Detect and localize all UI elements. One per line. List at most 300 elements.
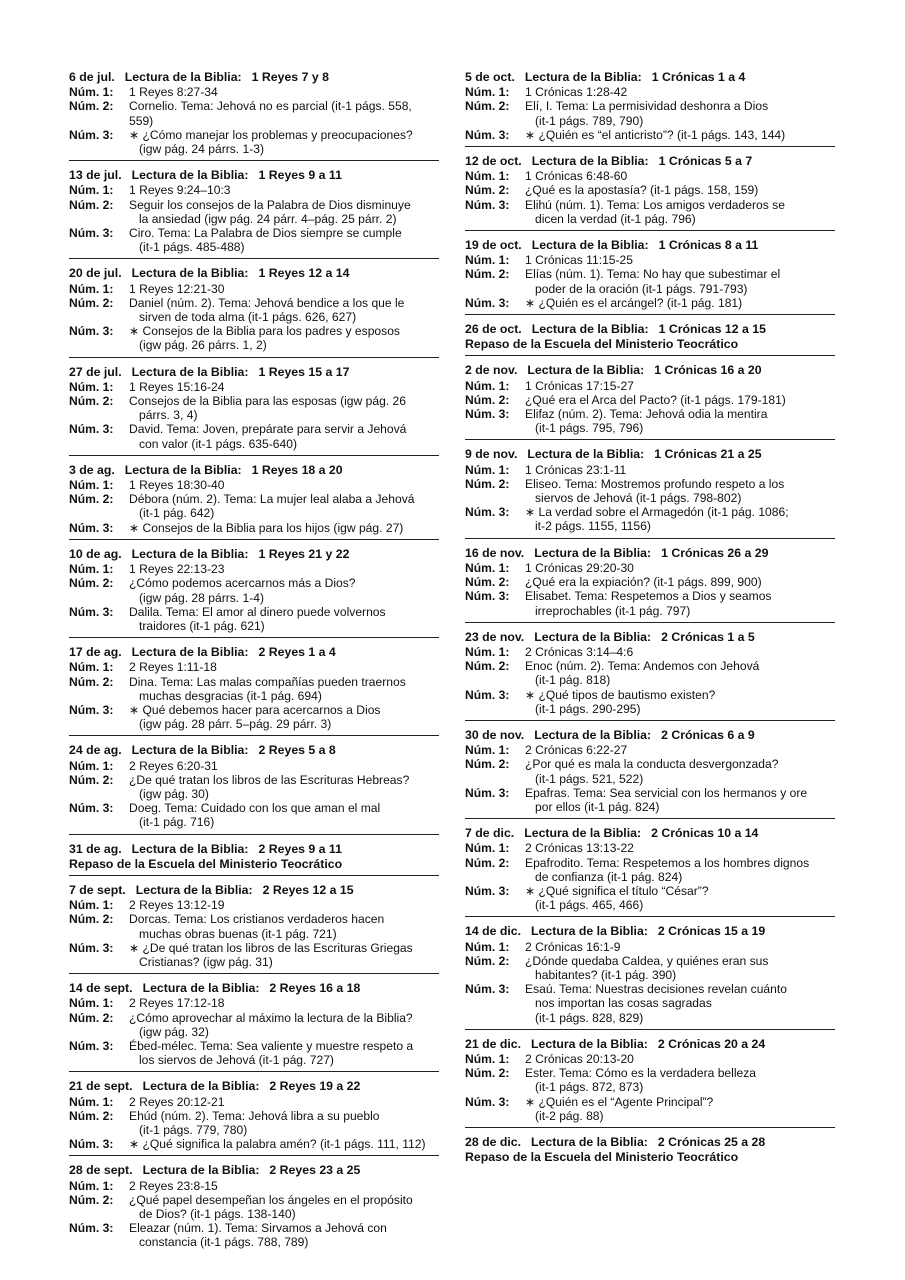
- assignment-line: ¿Cómo aprovechar al máximo la lectura de la Biblia?: [129, 1010, 413, 1025]
- assignment-line: Dalila. Tema: El amor al dinero puede volvernos: [129, 604, 386, 619]
- week-block: [465, 728, 835, 819]
- assignment-label: Núm. 2:: [69, 772, 114, 787]
- assignment-row: [69, 198, 439, 226]
- assignment-line: Doeg. Tema: Cuidado con los que aman el mal: [129, 801, 381, 816]
- assignment-label: Núm. 3:: [69, 1221, 114, 1236]
- assignment-line: poder de la oración (it-1 págs. 791-793): [535, 281, 748, 296]
- assignment-row: [69, 1011, 439, 1039]
- assignment-content: [129, 675, 439, 703]
- week-date: 5 de oct.: [465, 70, 515, 84]
- assignment-line: traidores (it-1 pág. 621): [139, 618, 265, 633]
- assignment-label: Núm. 3:: [69, 324, 114, 339]
- assignment-content: [129, 282, 439, 296]
- week-date: 12 de oct.: [465, 154, 522, 169]
- reading-range: 1 Reyes 9 a 11: [258, 168, 342, 183]
- assignment-line: 1 Crónicas 17:15-27: [525, 378, 634, 393]
- week-block: [465, 1135, 835, 1168]
- assignment-content: [129, 1011, 439, 1039]
- assignment-row: [69, 226, 439, 254]
- assignment-line: Consejos de la Biblia para las esposas (igw pág. 26: [129, 394, 406, 409]
- assignment-row: [69, 282, 439, 296]
- assignment-row: [69, 1039, 439, 1067]
- reading-range: 2 Crónicas 25 a 28: [657, 1135, 766, 1149]
- week-header: [465, 322, 835, 336]
- reading-label: Lectura de la Biblia:: [124, 70, 242, 84]
- week-header: [69, 1163, 439, 1177]
- week-block: [69, 981, 439, 1072]
- week-block: [69, 168, 439, 259]
- reading-label: Lectura de la Biblia:: [142, 1163, 260, 1178]
- assignment-content: [525, 561, 835, 575]
- assignment-content: [525, 884, 835, 912]
- week-date: 30 de nov.: [465, 727, 525, 742]
- assignment-line: (it-1 págs. 521, 522): [535, 771, 644, 786]
- assignment-content: [129, 759, 439, 773]
- assignment-label: Núm. 1:: [69, 898, 114, 913]
- week-header: [69, 1079, 439, 1093]
- assignment-content: [525, 183, 835, 197]
- assignment-row: [69, 422, 439, 450]
- assignment-row: [69, 703, 439, 731]
- week-block: [465, 363, 835, 440]
- assignment-line: (igw pág. 28 párrs. 1-4): [139, 590, 265, 605]
- week-date: 27 de jul.: [69, 364, 122, 379]
- assignment-row: [465, 296, 835, 310]
- assignment-line: ¿Qué papel desempeñan los ángeles en el propósito: [129, 1192, 413, 1207]
- assignment-label: Núm. 2:: [69, 674, 114, 689]
- assignment-content: [525, 645, 835, 659]
- assignment-line: 2 Reyes 20:12-21: [129, 1094, 225, 1109]
- assignment-line: Ehúd (núm. 2). Tema: Jehová libra a su pueblo: [129, 1108, 380, 1123]
- assignment-row: [465, 379, 835, 393]
- reading-label: Lectura de la Biblia:: [534, 629, 652, 644]
- assignment-row: [465, 1095, 835, 1123]
- assignment-label: Núm. 2:: [69, 394, 114, 409]
- week-date: 14 de dic.: [465, 924, 522, 939]
- assignment-content: [525, 407, 835, 435]
- assignment-content: [129, 801, 439, 829]
- assignment-label: Núm. 1:: [465, 85, 510, 100]
- assignment-content: [129, 1179, 439, 1193]
- assignment-content: [129, 128, 439, 156]
- week-header: [465, 826, 835, 840]
- assignment-line: Esaú. Tema: Nuestras decisiones revelan cuánto: [525, 982, 787, 997]
- assignment-label: Núm. 2:: [465, 267, 510, 282]
- assignment-line: ∗ ¿Qué significa el título “César”?: [525, 883, 709, 898]
- assignment-line: ¿Qué era el Arca del Pacto? (it-1 págs. 179-181): [525, 392, 786, 407]
- assignment-row: [465, 99, 835, 127]
- week-block: [465, 924, 835, 1029]
- assignment-line: ∗ ¿Quién es el arcángel? (it-1 pág. 181): [525, 295, 743, 310]
- assignment-label: Núm. 3:: [465, 505, 510, 520]
- assignment-line: 2 Reyes 23:8-15: [129, 1178, 218, 1193]
- assignment-line: (it-1 págs. 795, 796): [535, 421, 644, 436]
- week-date: 16 de nov.: [465, 545, 525, 560]
- assignment-content: [129, 1095, 439, 1109]
- assignment-label: Núm. 3:: [465, 883, 510, 898]
- left-column: [69, 70, 439, 1261]
- assignment-line: 1 Reyes 8:27-34: [129, 85, 218, 100]
- week-block: [465, 154, 835, 231]
- assignment-row: [69, 296, 439, 324]
- assignment-content: [525, 757, 835, 785]
- week-block: [69, 266, 439, 357]
- assignment-row: [69, 1137, 439, 1151]
- assignment-line: 2 Reyes 6:20-31: [129, 758, 218, 773]
- week-header: [69, 547, 439, 561]
- reading-label: Lectura de la Biblia:: [142, 981, 260, 996]
- assignment-row: [69, 521, 439, 535]
- review-subtitle: Repaso de la Escuela del Ministerio Teocrático: [465, 337, 739, 352]
- assignment-line: Dorcas. Tema: Los cristianos verdaderos hacen: [129, 912, 385, 927]
- week-header: [465, 70, 835, 84]
- week-header: [69, 645, 439, 659]
- reading-range: 1 Reyes 7 y 8: [251, 70, 329, 84]
- assignment-content: [525, 477, 835, 505]
- assignment-label: Núm. 3:: [69, 702, 114, 717]
- assignment-label: Núm. 2:: [465, 855, 510, 870]
- week-header: [69, 70, 439, 84]
- assignment-row: [69, 773, 439, 801]
- week-date: 26 de oct.: [465, 322, 522, 337]
- week-header: [69, 266, 439, 280]
- assignment-label: Núm. 3:: [69, 1038, 114, 1053]
- assignment-content: [525, 267, 835, 295]
- assignment-label: Núm. 1:: [69, 562, 114, 577]
- assignment-line: 1 Crónicas 6:48-60: [525, 169, 628, 184]
- reading-label: Lectura de la Biblia:: [135, 882, 253, 897]
- week-date: 9 de nov.: [465, 447, 518, 462]
- assignment-row: [465, 85, 835, 99]
- assignment-content: [525, 505, 835, 533]
- assignment-line: Daniel (núm. 2). Tema: Jehová bendice a los que le: [129, 295, 405, 310]
- assignment-row: [69, 324, 439, 352]
- reading-label: Lectura de la Biblia:: [531, 924, 648, 939]
- assignment-content: [129, 898, 439, 912]
- week-block: [465, 447, 835, 538]
- reading-range: 1 Crónicas 26 a 29: [661, 545, 769, 560]
- assignment-content: [129, 394, 439, 422]
- assignment-row: [69, 759, 439, 773]
- assignment-line: (it-1 págs. 789, 790): [535, 113, 644, 128]
- week-header: [465, 238, 835, 252]
- assignment-content: [525, 954, 835, 982]
- assignment-label: Núm. 2:: [465, 392, 510, 407]
- assignment-label: Núm. 3:: [465, 295, 510, 310]
- assignment-row: [465, 743, 835, 757]
- assignment-line: muchas desgracias (it-1 pág. 694): [139, 688, 322, 703]
- assignment-row: [465, 786, 835, 814]
- week-header: [465, 447, 835, 461]
- assignment-row: [69, 478, 439, 492]
- week-block: [465, 826, 835, 917]
- assignment-row: [69, 85, 439, 99]
- assignment-line: ∗ La verdad sobre el Armagedón (it-1 pág. 1086;: [525, 505, 789, 520]
- week-date: 7 de sept.: [69, 882, 126, 897]
- assignment-row: [465, 575, 835, 589]
- week-date: 23 de nov.: [465, 629, 525, 644]
- assignment-line: Débora (núm. 2). Tema: La mujer leal alaba a Jehová: [129, 492, 415, 507]
- assignment-line: ∗ ¿De qué tratan los libros de las Escrituras Griegas: [129, 940, 413, 955]
- week-header: [69, 743, 439, 757]
- assignment-line: 1 Crónicas 11:15-25: [525, 253, 634, 268]
- assignment-label: Núm. 2:: [69, 197, 114, 212]
- assignment-content: [129, 1109, 439, 1137]
- reading-label: Lectura de la Biblia:: [531, 322, 649, 337]
- assignment-row: [69, 941, 439, 969]
- assignment-label: Núm. 3:: [69, 226, 114, 241]
- reading-range: 1 Crónicas 1 a 4: [651, 70, 746, 84]
- week-block: [465, 630, 835, 721]
- reading-range: 2 Crónicas 10 a 14: [651, 826, 759, 841]
- week-header: [69, 463, 439, 477]
- reading-range: 1 Reyes 15 a 17: [258, 364, 350, 379]
- assignment-line: (igw pág. 28 párr. 5–pág. 29 párr. 3): [139, 717, 332, 732]
- assignment-row: [465, 841, 835, 855]
- week-date: 2 de nov.: [465, 363, 518, 378]
- assignment-content: [525, 85, 835, 99]
- assignment-content: [525, 99, 835, 127]
- assignment-line: Seguir los consejos de la Palabra de Dios disminuye: [129, 197, 411, 212]
- assignment-content: [129, 183, 439, 197]
- assignment-line: siervos de Jehová (it-1 págs. 798-802): [535, 491, 742, 506]
- week-date: 3 de ag.: [69, 462, 115, 477]
- assignment-content: [525, 659, 835, 687]
- assignment-line: por ellos (it-1 pág. 824): [535, 799, 660, 814]
- assignment-label: Núm. 1:: [465, 253, 510, 268]
- week-block: [69, 70, 439, 161]
- reading-label: Lectura de la Biblia:: [124, 462, 242, 477]
- assignment-line: Enoc (núm. 2). Tema: Andemos con Jehová: [525, 659, 760, 674]
- assignment-line: 1 Reyes 9:24–10:3: [129, 183, 231, 198]
- assignment-content: [129, 941, 439, 969]
- assignment-label: Núm. 2:: [465, 476, 510, 491]
- week-header: [465, 363, 835, 377]
- assignment-label: Núm. 1:: [69, 183, 114, 198]
- assignment-line: (it-1 págs. 290-295): [535, 701, 641, 716]
- assignment-row: [69, 562, 439, 576]
- assignment-line: Ciro. Tema: La Palabra de Dios siempre se cumple: [129, 226, 402, 241]
- assignment-label: Núm. 2:: [465, 99, 510, 114]
- assignment-label: Núm. 3:: [69, 422, 114, 437]
- assignment-row: [465, 463, 835, 477]
- assignment-line: 1 Crónicas 23:1-11: [525, 462, 627, 477]
- assignment-line: sirven de toda alma (it-1 págs. 626, 627): [139, 310, 357, 325]
- week-header: [465, 1037, 835, 1051]
- week-date: 21 de sept.: [69, 1079, 133, 1094]
- assignment-label: Núm. 3:: [465, 1094, 510, 1109]
- reading-range: 2 Reyes 23 a 25: [269, 1163, 361, 1178]
- week-block: [69, 645, 439, 736]
- assignment-line: párrs. 3, 4): [139, 408, 198, 423]
- assignment-label: Núm. 3:: [69, 520, 114, 535]
- week-block: [69, 463, 439, 540]
- week-block: [465, 322, 835, 356]
- reading-range: 1 Crónicas 21 a 25: [654, 447, 762, 462]
- reading-range: 2 Reyes 5 a 8: [258, 743, 336, 758]
- reading-range: 1 Reyes 21 y 22: [258, 546, 350, 561]
- assignment-row: [69, 183, 439, 197]
- assignment-line: Epafrodito. Tema: Respetemos a los hombres dignos: [525, 855, 810, 870]
- assignment-label: Núm. 2:: [69, 99, 114, 114]
- review-subtitle: Repaso de la Escuela del Ministerio Teocrático: [465, 1150, 739, 1165]
- assignment-content: [525, 841, 835, 855]
- assignment-line: ∗ ¿Quién es “el anticristo”? (it-1 págs. 143, 144): [525, 127, 786, 142]
- week-header: [465, 728, 835, 742]
- assignment-row: [465, 267, 835, 295]
- reading-range: 2 Reyes 1 a 4: [258, 645, 336, 660]
- week-header: [465, 924, 835, 938]
- assignment-line: 1 Crónicas 1:28-42: [525, 85, 628, 100]
- assignment-row: [465, 169, 835, 183]
- assignment-line: ∗ Consejos de la Biblia para los padres y esposos: [129, 324, 400, 339]
- reading-range: 2 Reyes 9 a 11: [258, 841, 342, 856]
- assignment-content: [129, 521, 439, 535]
- assignment-line: ∗ ¿Cómo manejar los problemas y preocupaciones?: [129, 127, 413, 142]
- assignment-label: Núm. 1:: [69, 1178, 114, 1193]
- assignment-row: [69, 576, 439, 604]
- assignment-label: Núm. 2:: [69, 576, 114, 591]
- assignment-line: 1 Crónicas 29:20-30: [525, 560, 634, 575]
- week-date: 28 de dic.: [465, 1135, 522, 1149]
- assignment-line: (it-1 pág. 642): [139, 506, 215, 521]
- assignment-label: Núm. 3:: [465, 982, 510, 997]
- reading-label: Lectura de la Biblia:: [531, 238, 649, 253]
- assignment-line: irreprochables (it-1 pág. 797): [535, 603, 691, 618]
- assignment-row: [465, 407, 835, 435]
- assignment-line: 1 Reyes 22:13-23: [129, 562, 225, 577]
- reading-range: 1 Crónicas 8 a 11: [658, 238, 759, 253]
- assignment-row: [465, 1052, 835, 1066]
- assignment-row: [69, 801, 439, 829]
- assignment-label: Núm. 1:: [465, 644, 510, 659]
- assignment-line: (it-1 págs. 465, 466): [535, 898, 644, 913]
- assignment-line: Eliseo. Tema: Mostremos profundo respeto a los: [525, 476, 785, 491]
- assignment-label: Núm. 3:: [465, 197, 510, 212]
- week-block: [69, 883, 439, 974]
- assignment-label: Núm. 1:: [69, 660, 114, 675]
- assignment-label: Núm. 1:: [465, 169, 510, 184]
- week-block: [69, 547, 439, 638]
- assignment-line: 2 Reyes 13:12-19: [129, 898, 225, 913]
- reading-range: 2 Reyes 12 a 15: [262, 882, 354, 897]
- week-date: 10 de ag.: [69, 546, 122, 561]
- assignment-label: Núm. 3:: [465, 407, 510, 422]
- week-block: [465, 238, 835, 315]
- assignment-row: [465, 688, 835, 716]
- week-header: [69, 168, 439, 182]
- assignment-line: Cristianas? (igw pág. 31): [139, 954, 273, 969]
- assignment-line: Cornelio. Tema: Jehová no es parcial (it-1 págs. 558, 559): [129, 99, 412, 128]
- assignment-label: Núm. 2:: [465, 1066, 510, 1081]
- assignment-row: [465, 561, 835, 575]
- assignment-row: [465, 505, 835, 533]
- reading-label: Lectura de la Biblia:: [131, 546, 249, 561]
- assignment-line: (it-1 págs. 872, 873): [535, 1080, 644, 1095]
- assignment-line: (igw pág. 32): [139, 1024, 209, 1039]
- week-block: [69, 1079, 439, 1156]
- assignment-line: constancia (it-1 págs. 788, 789): [139, 1235, 309, 1250]
- assignment-line: (it-1 págs. 485-488): [139, 240, 245, 255]
- assignment-line: ¿Qué es la apostasía? (it-1 págs. 158, 159): [525, 183, 759, 198]
- assignment-line: ¿De qué tratan los libros de las Escrituras Hebreas?: [129, 772, 410, 787]
- week-header: [465, 630, 835, 644]
- assignment-content: [129, 198, 439, 226]
- assignment-row: [69, 660, 439, 674]
- reading-range: 2 Crónicas 20 a 24: [657, 1036, 766, 1051]
- assignment-label: Núm. 2:: [69, 492, 114, 507]
- reading-label: Lectura de la Biblia:: [534, 727, 652, 742]
- assignment-row: [69, 1221, 439, 1249]
- assignment-label: Núm. 1:: [69, 758, 114, 773]
- assignment-label: Núm. 1:: [465, 462, 510, 477]
- assignment-line: 2 Crónicas 6:22-27: [525, 743, 628, 758]
- assignment-line: 2 Reyes 17:12-18: [129, 996, 225, 1011]
- assignment-row: [69, 128, 439, 156]
- assignment-line: Ester. Tema: Cómo es la verdadera belleza: [525, 1066, 757, 1081]
- week-header: [465, 154, 835, 168]
- week-block: [465, 1037, 835, 1128]
- assignment-line: (igw pág. 30): [139, 786, 209, 801]
- week-block: [69, 743, 439, 834]
- assignment-content: [525, 379, 835, 393]
- reading-range: 2 Reyes 19 a 22: [269, 1079, 361, 1094]
- assignment-line: 2 Crónicas 16:1-9: [525, 939, 621, 954]
- week-header: [69, 883, 439, 897]
- assignment-line: 1 Reyes 15:16-24: [129, 379, 225, 394]
- assignment-label: Núm. 1:: [69, 996, 114, 1011]
- assignment-line: Ébed-mélec. Tema: Sea valiente y muestre respeto a: [129, 1038, 414, 1053]
- week-block: [69, 365, 439, 456]
- assignment-row: [465, 477, 835, 505]
- assignment-content: [129, 99, 439, 127]
- assignment-row: [465, 1066, 835, 1094]
- assignment-label: Núm. 1:: [465, 939, 510, 954]
- assignment-content: [525, 688, 835, 716]
- assignment-label: Núm. 2:: [69, 1010, 114, 1025]
- assignment-label: Núm. 3:: [465, 687, 510, 702]
- reading-label: Lectura de la Biblia:: [131, 168, 249, 183]
- reading-label: Lectura de la Biblia:: [531, 154, 649, 169]
- reading-label: Lectura de la Biblia:: [131, 364, 249, 379]
- week-block: [465, 70, 835, 147]
- assignment-label: Núm. 2:: [465, 757, 510, 772]
- assignment-content: [525, 296, 835, 310]
- assignment-row: [465, 954, 835, 982]
- assignment-row: [465, 645, 835, 659]
- assignment-line: 2 Crónicas 13:13-22: [525, 841, 634, 856]
- assignment-label: Núm. 2:: [465, 183, 510, 198]
- assignment-row: [465, 198, 835, 226]
- week-header: [69, 842, 439, 856]
- assignment-content: [129, 912, 439, 940]
- assignment-row: [69, 99, 439, 127]
- reading-range: 2 Crónicas 6 a 9: [661, 727, 755, 742]
- assignment-line: 2 Crónicas 20:13-20: [525, 1051, 634, 1066]
- assignment-content: [129, 773, 439, 801]
- assignment-label: Núm. 1:: [69, 1094, 114, 1109]
- assignment-label: Núm. 1:: [465, 743, 510, 758]
- assignment-row: [69, 996, 439, 1010]
- assignment-line: muchas obras buenas (it-1 pág. 721): [139, 926, 337, 941]
- assignment-line: Epafras. Tema: Sea servicial con los hermanos y ore: [525, 785, 808, 800]
- assignment-line: Elías (núm. 1). Tema: No hay que subestimar el: [525, 267, 781, 282]
- reading-range: 1 Crónicas 12 a 15: [658, 322, 766, 337]
- assignment-content: [525, 575, 835, 589]
- review-subtitle: Repaso de la Escuela del Ministerio Teocrático: [69, 856, 343, 871]
- assignment-content: [129, 605, 439, 633]
- assignment-content: [525, 169, 835, 183]
